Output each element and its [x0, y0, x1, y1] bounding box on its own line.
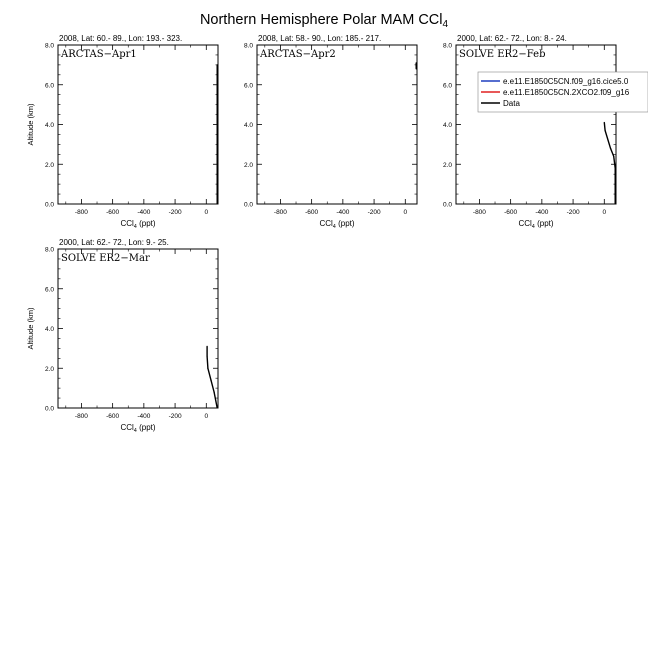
x-tick-label: 0: [204, 413, 209, 420]
y-tick-label: 2.0: [44, 161, 54, 169]
data-point: [416, 62, 417, 63]
data-point: [213, 392, 214, 393]
plot-frame: [58, 249, 218, 408]
x-axis-label: CCl$_4$ (ppt): [518, 219, 554, 230]
legend-entry: Data: [503, 99, 520, 108]
data-point: [206, 356, 207, 357]
x-tick-label: 0: [403, 209, 408, 216]
y-tick-label: 0.0: [243, 201, 253, 209]
legend: [478, 72, 648, 112]
y-tick-label: 6.0: [442, 82, 452, 90]
x-tick-label: -600: [106, 209, 120, 216]
data-layer: [217, 64, 218, 204]
data-layer: [416, 62, 417, 69]
data-point: [207, 368, 208, 369]
data-point: [217, 64, 218, 65]
data-layer: [206, 346, 217, 409]
y-tick-label: 8.0: [44, 42, 54, 50]
y-tick-label: 2.0: [243, 161, 253, 169]
panels: [26, 34, 648, 434]
x-tick-label: -400: [137, 209, 151, 216]
data-point: [210, 380, 211, 381]
data-point: [604, 122, 605, 123]
y-tick-label: 2.0: [44, 365, 54, 373]
x-tick-label: -800: [74, 413, 88, 420]
data-point: [416, 68, 417, 69]
x-tick-label: -200: [367, 209, 381, 216]
panel-header: 2008, Lat: 60.- 89., Lon: 193.- 323.: [59, 34, 183, 43]
y-tick-label: 0.0: [44, 201, 54, 209]
x-axis-label: CCl$_4$ (ppt): [319, 219, 355, 230]
x-tick-label: 0: [204, 209, 209, 216]
x-tick-label: -600: [106, 413, 120, 420]
y-tick-label: 8.0: [243, 42, 253, 50]
data-point: [604, 130, 605, 131]
x-tick-label: -800: [74, 209, 88, 216]
plot-frame: [58, 45, 218, 204]
x-tick-label: -200: [566, 209, 580, 216]
campaign-label: ARCTAS−Apr2: [260, 49, 336, 60]
data-point: [615, 168, 616, 169]
y-axis-label: Altitude (km): [26, 307, 35, 350]
y-tick-label: 0.0: [442, 201, 452, 209]
plot-frame: [456, 45, 616, 204]
panel-header: 2008, Lat: 58.- 90., Lon: 185.- 217.: [258, 34, 382, 43]
campaign-label: SOLVE ER2−Feb: [459, 49, 546, 60]
legend-entry: e.e11.E1850C5CN.f09_g16.cice5.0: [503, 77, 629, 86]
y-tick-label: 6.0: [44, 82, 54, 90]
campaign-label: SOLVE ER2−Mar: [61, 253, 150, 264]
chart-panel-1: [26, 34, 218, 230]
campaign-label: ARCTAS−Apr1: [61, 49, 137, 60]
x-tick-label: -800: [273, 209, 287, 216]
chart-panel-3: [443, 34, 648, 230]
data-point: [610, 148, 611, 149]
x-tick-label: -400: [137, 413, 151, 420]
y-tick-label: 8.0: [442, 42, 452, 50]
chart-panel-2: [244, 34, 417, 230]
plot-frame: [257, 45, 417, 204]
panel-header: 2000, Lat: 62.- 72., Lon: 8.- 24.: [457, 34, 567, 43]
x-tick-label: -800: [472, 209, 486, 216]
x-tick-label: -200: [168, 413, 182, 420]
x-tick-label: -400: [336, 209, 350, 216]
data-point: [613, 156, 614, 157]
y-axis-label: Altitude (km): [26, 103, 35, 146]
x-axis-label: CCl$_4$ (ppt): [120, 219, 156, 230]
y-tick-label: 6.0: [44, 286, 54, 294]
x-tick-label: -600: [504, 209, 518, 216]
x-axis-label: CCl$_4$ (ppt): [120, 423, 156, 434]
y-tick-label: 2.0: [442, 161, 452, 169]
x-tick-label: 0: [602, 209, 607, 216]
series-line-data: [207, 346, 217, 408]
data-point: [206, 346, 207, 347]
y-tick-label: 4.0: [243, 122, 253, 129]
figure-title: Northern Hemisphere Polar MAM CCl$_4$: [199, 12, 449, 30]
panel-header: 2000, Lat: 62.- 72., Lon: 9.- 25.: [59, 238, 169, 247]
x-tick-label: -400: [535, 209, 549, 216]
legend-entry: e.e11.E1850C5CN.2XCO2.f09_g16: [503, 88, 630, 97]
y-tick-label: 6.0: [243, 82, 253, 90]
chart-panel-4: [26, 238, 218, 434]
x-tick-label: -600: [305, 209, 319, 216]
y-tick-label: 4.0: [442, 122, 452, 129]
y-tick-label: 0.0: [44, 405, 54, 413]
y-tick-label: 8.0: [44, 246, 54, 254]
y-tick-label: 4.0: [44, 326, 54, 333]
data-point: [217, 134, 218, 135]
y-tick-label: 4.0: [44, 122, 54, 129]
x-tick-label: -200: [168, 209, 182, 216]
